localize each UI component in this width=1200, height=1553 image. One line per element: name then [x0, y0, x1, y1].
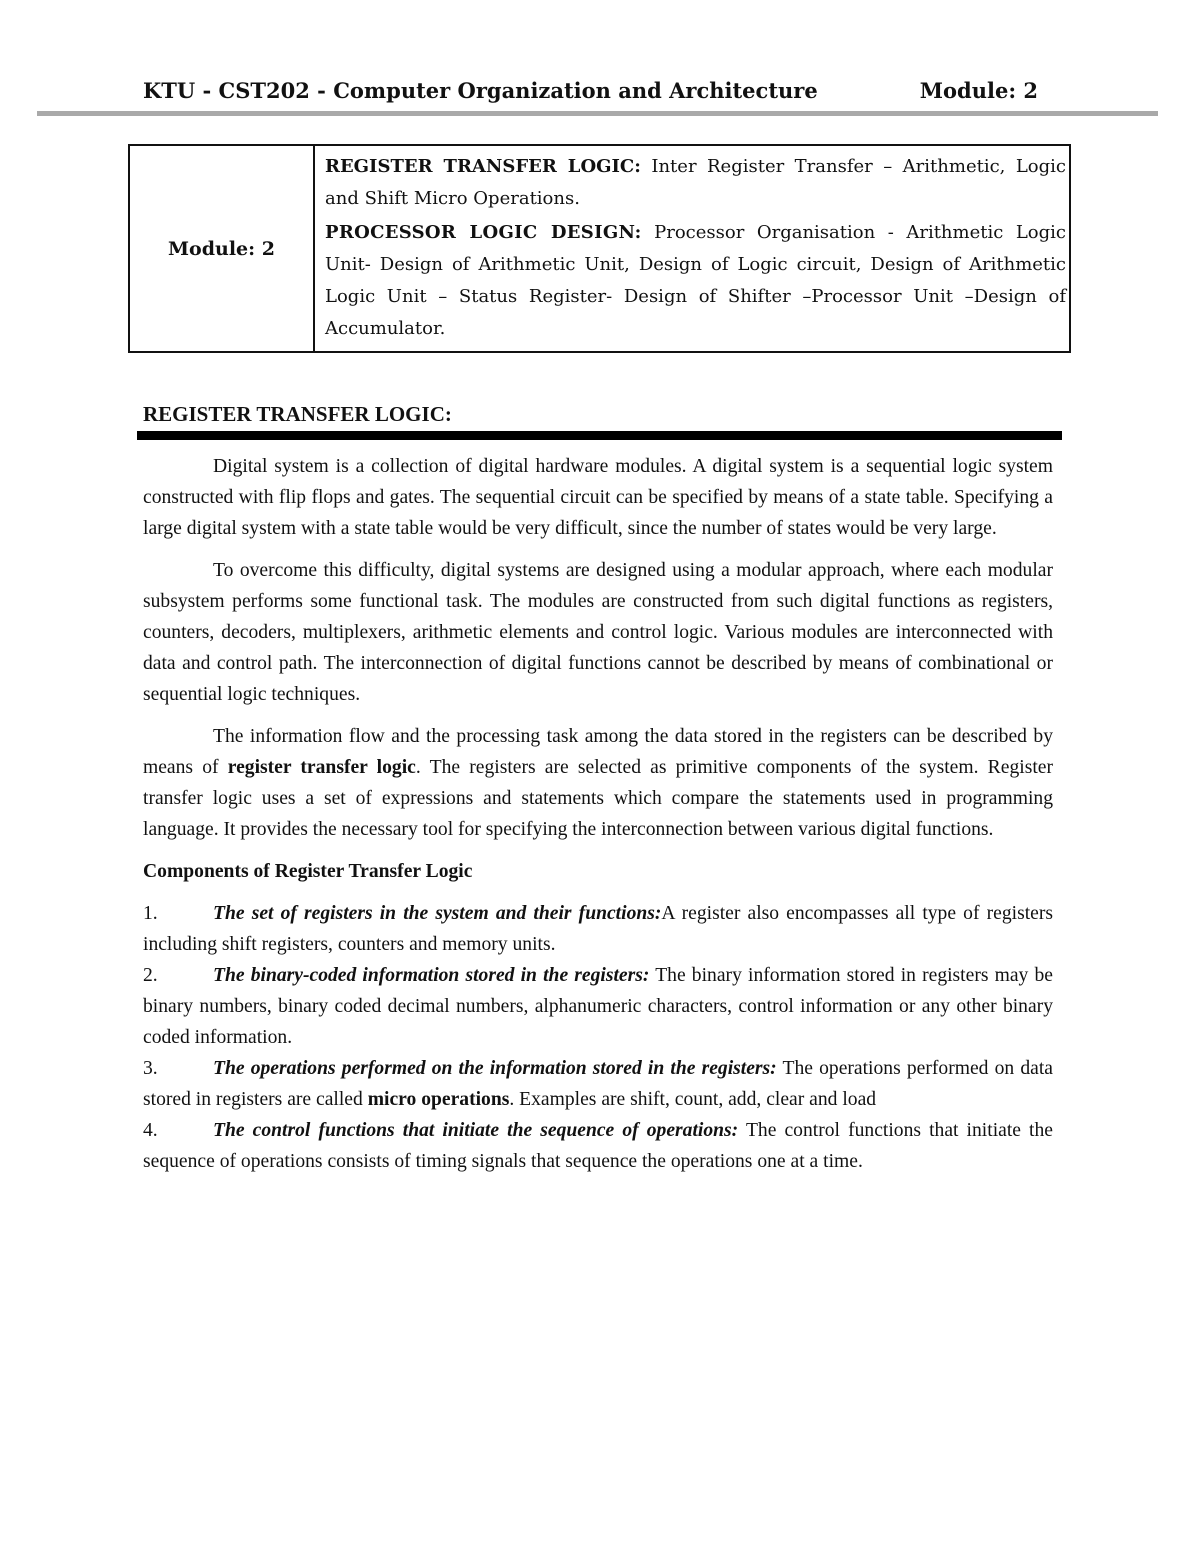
list-item — [143, 1115, 1053, 1177]
module-label-cell — [129, 145, 314, 352]
syllabus-heading-register-transfer: REGISTER TRANSFER LOGIC: — [325, 156, 641, 177]
syllabus-text-processor-logic: Processor Organisation - Arithmetic Logic Unit- Design of Arithmetic Unit, Design of Logic circuit, Design of Arithmetic Logic Unit – Status Register- Design of Shifter –Processor Unit –Design of Accumulator. — [325, 222, 1066, 339]
list-item-heading: The set of registers in the system and their functions: — [213, 903, 662, 924]
list-item-heading: The control functions that initiate the sequence of operations: — [213, 1120, 739, 1141]
syllabus-text-register-transfer: Inter Register Transfer – Arithmetic, Logic and Shift Micro Operations. — [325, 156, 1066, 209]
list-item-heading: The operations performed on the information stored in the registers: — [213, 1058, 777, 1079]
module-label: Module: 2 — [168, 237, 275, 260]
list-item-text: The control functions that initiate the sequence of operations consists of timing signals that sequence the operations one at a time. — [143, 1120, 1053, 1172]
list-item-text-b: . Examples are shift, count, add, clear and load — [509, 1089, 877, 1110]
list-item-text: The binary information stored in registers may be binary numbers, binary coded decimal numbers, alphanumeric characters, control information or any other binary coded information. — [143, 965, 1053, 1048]
module-syllabus-table — [128, 144, 1071, 353]
section-body — [143, 451, 1053, 1177]
paragraph-3 — [143, 721, 1053, 845]
list-item-text: A register also encompasses all type of registers including shift registers, counters and memory units. — [143, 903, 1053, 955]
header-divider — [37, 111, 1158, 116]
section-divider — [137, 431, 1062, 440]
list-item-number: 3. — [143, 1058, 158, 1079]
paragraph-3-part-a: The information flow and the processing task among the data stored in the registers can be described by means of — [143, 726, 1053, 778]
components-title: Components of Register Transfer Logic — [143, 861, 473, 882]
header-title: KTU - CST202 - Computer Organization and Architecture — [143, 78, 818, 103]
list-item — [143, 960, 1053, 1053]
header-module: Module: 2 — [919, 78, 1038, 103]
list-item — [143, 898, 1053, 960]
page-header — [143, 78, 1038, 108]
paragraph-3-bold: register transfer logic — [227, 757, 416, 778]
list-item — [143, 1053, 1053, 1115]
paragraph-1: Digital system is a collection of digital hardware modules. A digital system is a sequential logic system constructed with flip flops and gates. The sequential circuit can be specified by means of a state table. Specifying a large digital system with a state table would be very difficult, since the number of states would be very large. — [143, 456, 1053, 539]
syllabus-line-processor-logic — [325, 217, 1066, 345]
list-item-number: 2. — [143, 965, 158, 986]
paragraph-3-part-b: . The registers are selected as primitive components of the system. Register transfer logic uses a set of expressions and statements which compare the statements used in programming language. It provides the necessary tool for specifying the interconnection between various digital functions. — [143, 757, 1053, 840]
module-description-cell — [314, 145, 1070, 352]
syllabus-heading-processor-logic: PROCESSOR LOGIC DESIGN: — [325, 222, 642, 243]
paragraph-2: To overcome this difficulty, digital systems are designed using a modular approach, where each modular subsystem performs some functional task. The modules are constructed from such digital functions as registers, counters, decoders, multiplexers, arithmetic elements and control logic. Various modules are interconnected with data and control path. The interconnection of digital functions cannot be described by means of combinational or sequential logic techniques. — [143, 560, 1053, 705]
list-item-bold: micro operations — [367, 1089, 510, 1110]
syllabus-line-register-transfer — [325, 151, 1066, 215]
list-item-number: 4. — [143, 1120, 158, 1141]
list-item-number: 1. — [143, 903, 158, 924]
section-title: REGISTER TRANSFER LOGIC: — [143, 402, 452, 426]
list-item-text-a: The operations performed on data stored in registers are called — [143, 1058, 1053, 1110]
list-item-heading: The binary-coded information stored in the registers: — [213, 965, 650, 986]
